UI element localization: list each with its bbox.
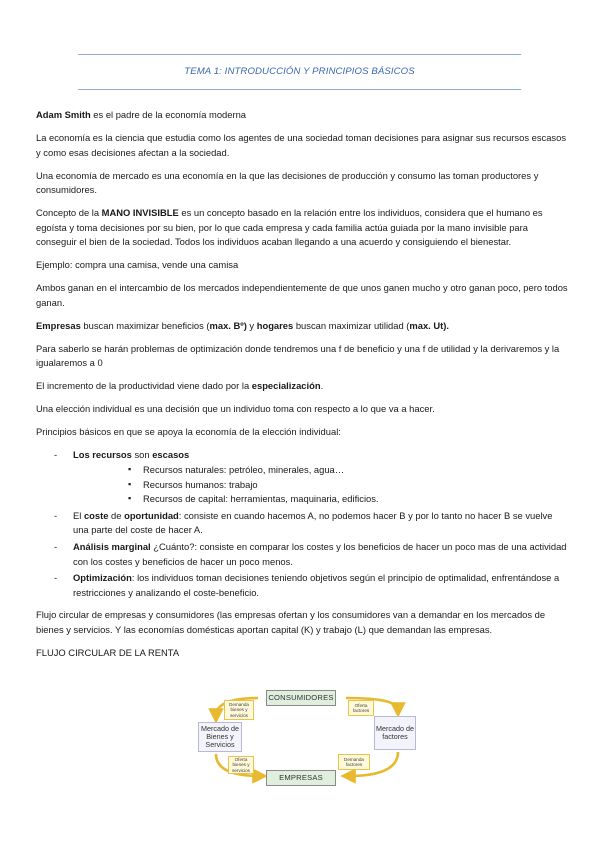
consumidores-box: CONSUMIDORES bbox=[266, 690, 336, 706]
bold-text: oportunidad bbox=[124, 509, 179, 521]
bold-text: hogares bbox=[256, 319, 294, 331]
mercado-factores-box: Mercado de factores bbox=[374, 716, 416, 750]
list-item-marginal bbox=[36, 540, 568, 569]
paragraph-optimization: Para saberlo se harán problemas de optimización donde tendremos una f de beneficio y una f de utilidad y la derivaremos y la igualaremos a 0 bbox=[36, 342, 560, 369]
text: buscan maximizar utilidad ( bbox=[293, 319, 410, 331]
list-item: ▪ Recursos humanos: trabajo bbox=[73, 478, 568, 493]
paragraph-principles-intro: Principios básicos en que se apoya la economía de la elección individual: bbox=[36, 426, 341, 438]
bold-text: Análisis marginal bbox=[73, 540, 151, 552]
paragraph-invisible-hand bbox=[36, 206, 568, 250]
text: buscan maximizar beneficios ( bbox=[80, 319, 210, 331]
text: ¿Cuánto?: consiste en comparar los costes y los beneficios de hacer un poco mas de una actividad con los costes y beneficios de hacer un poco menos. bbox=[73, 540, 567, 567]
paragraph-market-economy: Una economía de mercado es una economía en la que las decisiones de producción y consumo las toman productores y consumidores. bbox=[36, 169, 539, 196]
text: es un concepto basado en la relación entre los individuos, considera que el humano es egoísta y toma decisiones por su bien, por lo que cada empresa y cada familia actúa guiada por la mano invisible para conseguir el bien de la sociedad. Todos los individuos acaban llegando a una acuerdo y consiguiendo el bienestar. bbox=[36, 207, 543, 248]
document-body bbox=[36, 108, 568, 669]
header-rule-top bbox=[78, 54, 521, 55]
bold-text: Optimización bbox=[73, 572, 132, 584]
bold-text: Adam Smith bbox=[36, 109, 91, 120]
bold-text: coste bbox=[83, 509, 109, 521]
section-heading: FLUJO CIRCULAR DE LA RENTA bbox=[36, 646, 180, 658]
paragraph-definition: La economía es la ciencia que estudia como los agentes de una sociedad toman decisiones para asignar sus recursos escasos y como esas decisiones afectan a la sociedad. bbox=[36, 131, 567, 158]
mercado-bienes-box: Mercado de Bienes y Servicios bbox=[198, 722, 242, 752]
header-rule-bottom bbox=[78, 89, 521, 90]
list-item-recursos bbox=[36, 448, 568, 506]
bold-text: MANO INVISIBLE bbox=[101, 207, 179, 219]
list-item: ▪ Recursos de capital: herramientas, maquinaria, edificios. bbox=[73, 492, 568, 507]
text: : los individuos toman decisiones teniendo objetivos según el principio de optimalidad, enfrentándose a restricciones y analizando el coste-beneficio. bbox=[73, 572, 560, 598]
bold-text: escasos bbox=[152, 449, 190, 461]
principles-list bbox=[36, 448, 568, 600]
paragraph-productivity bbox=[36, 379, 568, 394]
text: de bbox=[108, 509, 125, 521]
empresas-box: EMPRESAS bbox=[266, 770, 336, 786]
bold-text: Empresas bbox=[36, 319, 81, 331]
text: El incremento de la productividad viene dado por la bbox=[36, 380, 252, 392]
text: Concepto de la bbox=[36, 207, 102, 219]
list-item-coste bbox=[36, 509, 568, 538]
paragraph-adam-smith bbox=[36, 108, 568, 123]
list-item: ▪ Recursos naturales: petróleo, minerales, agua… bbox=[73, 463, 568, 478]
flow-demanda-factores: Demanda factores bbox=[338, 754, 370, 770]
text: es el padre de la economía moderna bbox=[90, 109, 247, 120]
bold-text: Los recursos bbox=[73, 449, 132, 461]
bold-text: especialización bbox=[251, 380, 321, 392]
flow-oferta-bienes: Oferta bienes y servicios bbox=[228, 756, 254, 774]
text: El bbox=[73, 509, 84, 521]
paragraph-example: Ejemplo: compra una camisa, vende una camisa bbox=[36, 259, 239, 271]
flow-oferta-factores: Oferta factores bbox=[348, 700, 374, 716]
page-title: TEMA 1: INTRODUCCIÓN Y PRINCIPIOS BÁSICOS bbox=[184, 66, 415, 77]
text: . bbox=[320, 380, 324, 392]
text: y bbox=[246, 319, 257, 331]
paragraph-both-win: Ambos ganan en el intercambio de los mercados independientemente de que unos ganen mucho y otro ganan poco, pero todos ganan. bbox=[36, 282, 568, 308]
text: son bbox=[131, 449, 153, 461]
flow-demanda-bienes: Demanda bienes y servicios bbox=[224, 700, 254, 720]
text: : consiste en cuando hacemos A, no podemos hacer B y por lo tanto no hacer B se vuelve una parte del coste de hacer A. bbox=[73, 509, 553, 536]
list-item-optimizacion bbox=[36, 571, 568, 600]
bold-text: max. Ut). bbox=[409, 319, 450, 331]
paragraph-individual-choice: Una elección individual es una decisión que un individuo toma con respecto a lo que va a hacer. bbox=[36, 403, 435, 415]
paragraph-maximize bbox=[36, 319, 568, 334]
recursos-sublist bbox=[73, 463, 568, 507]
circular-flow-diagram bbox=[198, 688, 420, 788]
paragraph-circular-flow: Flujo circular de empresas y consumidores (las empresas ofertan y los consumidores van a demandar en los mercados de bienes y servicios. Y las economías domésticas aportan capital (K) y trabajo (L) que demandan las empresas. bbox=[36, 609, 546, 635]
bold-text: max. Bº) bbox=[209, 319, 247, 331]
